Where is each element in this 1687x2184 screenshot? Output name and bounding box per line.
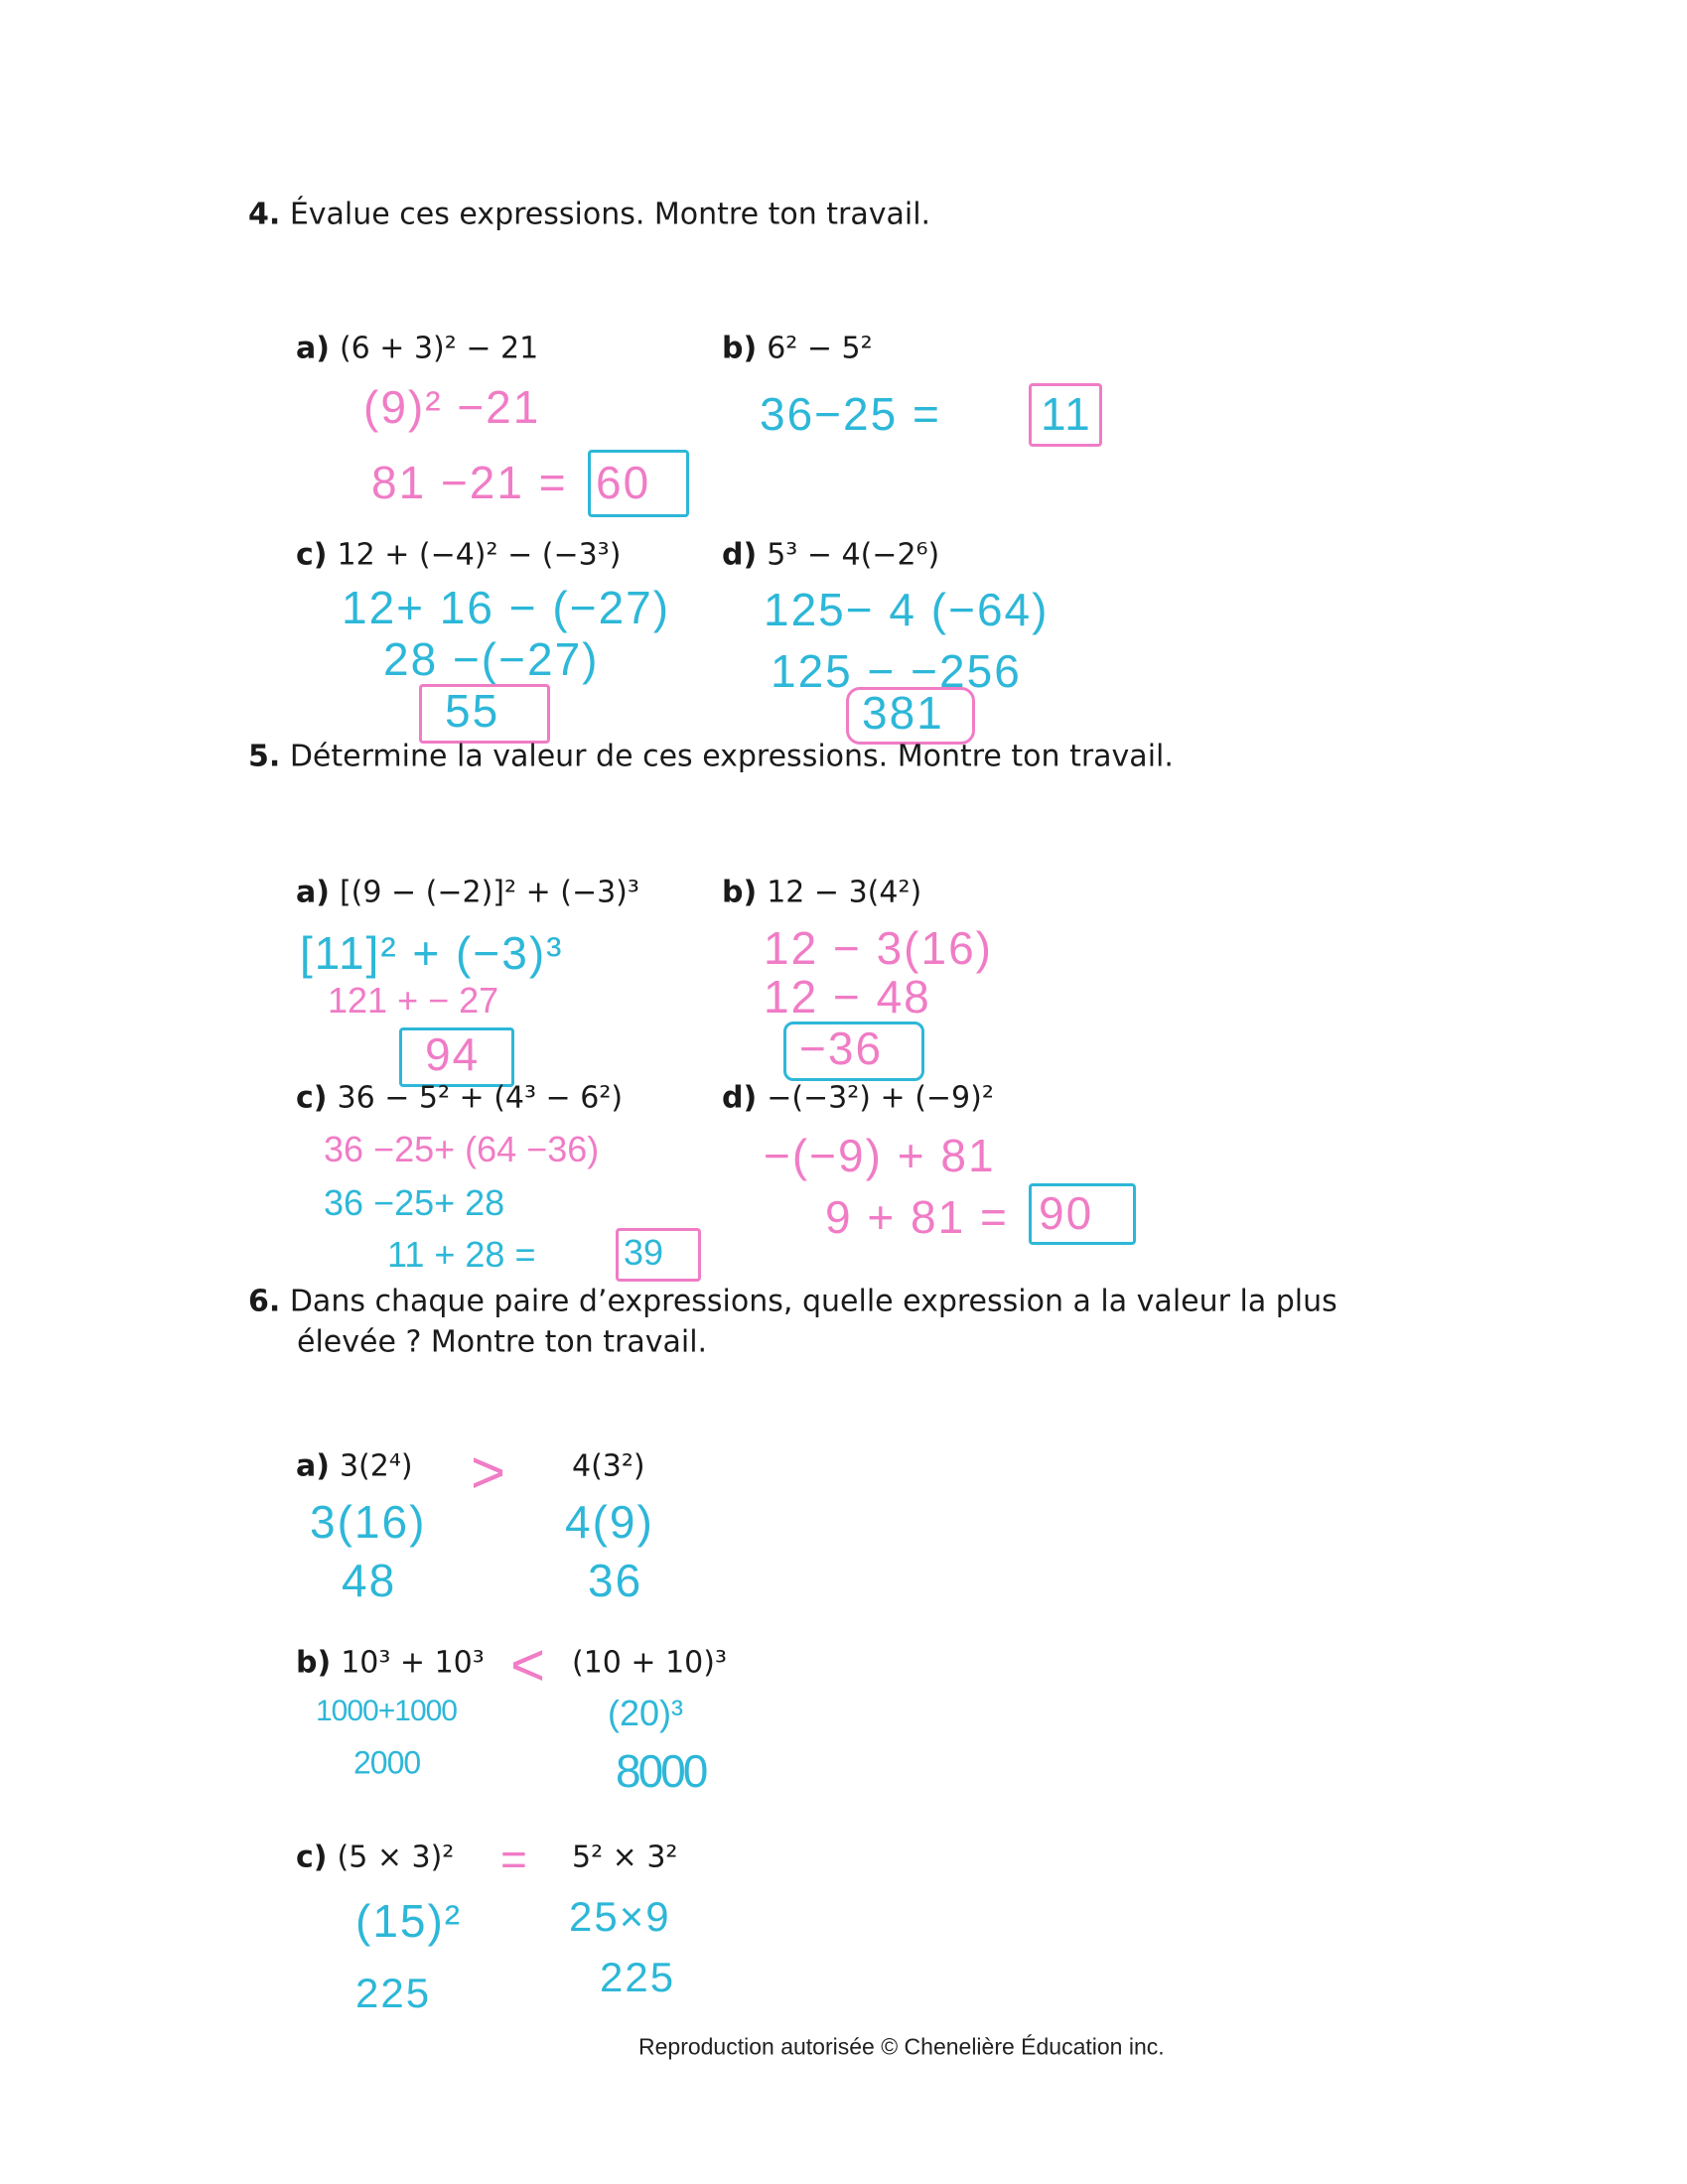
q5b-expression — [722, 876, 921, 910]
expression: 12 − 3(4²) — [767, 875, 922, 910]
expression: −(−3²) + (−9)² — [767, 1080, 994, 1116]
item-label: a) — [296, 1448, 330, 1484]
q6c-right-expression: 5² × 3² — [572, 1840, 678, 1875]
q4c-answer: 55 — [445, 685, 500, 737]
question-6-title-line-2: élevée ? Montre ton travail. — [297, 1324, 708, 1360]
q5b-work-1: 12 − 3(16) — [764, 922, 993, 974]
q5a-work-1: [11]² + (−3)³ — [300, 927, 564, 979]
item-label: b) — [296, 1645, 332, 1681]
q6b-right-work-1: (20)³ — [608, 1693, 684, 1733]
q6c-comparison-sign: = — [500, 1834, 529, 1885]
q5d-work-2: 9 + 81 = — [825, 1191, 1009, 1243]
q5c-work-2: 36 −25+ 28 — [324, 1182, 505, 1223]
item-label: b) — [722, 875, 758, 910]
q4c-work-2: 28 −(−27) — [383, 633, 600, 685]
expression: [(9 − (−2)]² + (−3)³ — [339, 875, 639, 910]
q5c-answer: 39 — [624, 1232, 664, 1273]
q6a-left-work-2: 48 — [342, 1555, 397, 1606]
question-title: Détermine la valeur de ces expressions. Montre ton travail. — [289, 739, 1174, 774]
q4d-expression — [722, 538, 939, 573]
q5d-work-1: −(−9) + 81 — [764, 1130, 996, 1181]
expression: 36 − 5² + (4³ − 6²) — [337, 1080, 624, 1116]
expression: 12 + (−4)² − (−3³) — [337, 537, 622, 573]
q4a-work-1: (9)² −21 — [363, 381, 541, 433]
item-label: c) — [296, 1080, 328, 1116]
q6b-left-work-1: 1000+1000 — [316, 1695, 457, 1727]
q4a-work-2: 81 −21 = — [371, 457, 568, 508]
expression: (5 × 3)² — [337, 1840, 455, 1875]
q5a-expression — [296, 876, 639, 910]
copyright-footer: Reproduction autorisée © Chenelière Éducation inc. — [638, 2033, 1165, 2060]
q4d-answer: 381 — [862, 687, 944, 739]
expression: 10³ + 10³ — [341, 1645, 485, 1681]
q5d-answer: 90 — [1039, 1187, 1094, 1239]
q5d-expression — [722, 1081, 994, 1116]
question-5-heading — [248, 740, 1174, 774]
expression: 6² − 5² — [767, 331, 873, 366]
question-number: 4. — [248, 197, 281, 232]
q6b-comparison-sign: < — [510, 1631, 548, 1699]
q4a-answer: 60 — [596, 457, 651, 508]
q4b-answer: 11 — [1041, 388, 1092, 440]
q4b-work-1: 36−25 = — [760, 388, 941, 440]
q4b-expression — [722, 332, 873, 366]
q6b-right-work-2: 8000 — [616, 1745, 706, 1797]
q4d-work-1: 125− 4 (−64) — [764, 584, 1050, 635]
q6a-right-expression: 4(3²) — [572, 1448, 645, 1484]
question-number: 5. — [248, 739, 281, 774]
item-label: b) — [722, 331, 758, 366]
item-label: c) — [296, 1840, 328, 1875]
q4c-work-1: 12+ 16 − (−27) — [342, 582, 671, 633]
item-label: c) — [296, 537, 328, 573]
question-title-line-1: Dans chaque paire d’expressions, quelle expression a la valeur la plus — [289, 1284, 1337, 1319]
expression: 3(2⁴) — [339, 1448, 413, 1484]
q6b-left-expression — [296, 1646, 485, 1681]
q5a-answer: 94 — [425, 1028, 481, 1080]
q6c-left-work-1: (15)² — [355, 1895, 463, 1947]
item-label: a) — [296, 875, 330, 910]
q6a-right-work-1: 4(9) — [565, 1496, 654, 1548]
q4c-expression — [296, 538, 621, 573]
q5c-expression — [296, 1081, 623, 1116]
q6c-left-expression — [296, 1841, 454, 1875]
q6c-right-work-1: 25×9 — [569, 1893, 671, 1940]
q5c-work-3: 11 + 28 = — [387, 1234, 536, 1275]
question-6-heading — [248, 1285, 1337, 1319]
question-title: Évalue ces expressions. Montre ton travail. — [289, 197, 931, 232]
expression: (6 + 3)² − 21 — [339, 331, 539, 366]
q6a-comparison-sign: > — [471, 1438, 508, 1506]
question-number: 6. — [248, 1284, 281, 1319]
question-4-heading — [248, 198, 930, 232]
item-label: a) — [296, 331, 330, 366]
item-label: d) — [722, 537, 758, 573]
q5c-work-1: 36 −25+ (64 −36) — [324, 1129, 600, 1169]
q6c-left-work-2: 225 — [355, 1970, 432, 2016]
q5b-work-2: 12 − 48 — [764, 971, 931, 1023]
q6a-left-expression — [296, 1449, 413, 1484]
q4d-work-2: 125 − −256 — [771, 645, 1022, 697]
q6c-right-work-2: 225 — [600, 1954, 676, 2000]
expression: 5³ − 4(−2⁶) — [767, 537, 940, 573]
q5b-answer: −36 — [799, 1023, 884, 1074]
q6b-left-work-2: 2000 — [353, 1744, 421, 1781]
q5a-work-2: 121 + − 27 — [328, 980, 499, 1021]
q6a-right-work-2: 36 — [588, 1555, 643, 1606]
q4a-expression — [296, 332, 538, 366]
item-label: d) — [722, 1080, 758, 1116]
q6b-right-expression: (10 + 10)³ — [572, 1645, 727, 1681]
q6a-left-work-1: 3(16) — [310, 1496, 427, 1548]
